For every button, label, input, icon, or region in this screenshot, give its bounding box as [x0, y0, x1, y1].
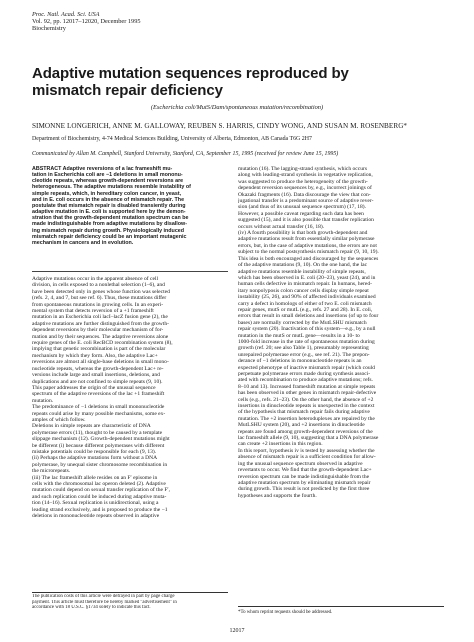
body-text-line: dependent reversion sequences by, e.g., incorrect joinings of: [238, 185, 372, 192]
title-line: Adaptive mutation sequences reproduced by: [32, 65, 349, 82]
body-text-line: MutLSHU system (20), and +2 insertions in dinucleotide: [238, 422, 365, 429]
abstract-line: tation in Escherichia coli are −1 deletions in small mononu-: [32, 172, 183, 179]
body-text-line: ing the unusual sequence spectrum observed in adaptive: [238, 460, 363, 467]
abstract-line: ing mismatch repair during growth. Physiologically induced: [32, 227, 185, 234]
body-text-line: has been observed in other genes in mismatch repair-defective: [238, 390, 377, 397]
body-text-line: mutation in the mutS or mutL gene—results in a 10- to: [238, 332, 360, 339]
right-column-body: [238, 166, 444, 499]
body-text-line: which has been observed in E. coli (20–23), yeast (24), and in: [238, 274, 376, 281]
page-number: 12017: [229, 628, 245, 634]
body-text-line: of the adaptive mutations (9, 10). On the one hand, the lac: [238, 262, 368, 269]
body-text-line: can create +2 insertions in this region.: [238, 441, 323, 448]
body-text-line: instability (25, 26), and 90% of affected individuals examined: [238, 294, 376, 301]
body-text-line: be different (i) because different polymerases with different: [32, 442, 165, 449]
body-text-line: slippage mechanism (12). Growth-dependent mutations might: [32, 436, 170, 443]
body-text-line: polymerase errors (11), thought to be caused by a template: [32, 429, 163, 436]
body-text-line: adaptive mutation spectrum by eliminating mismatch repair: [238, 479, 371, 486]
body-text-line: bases) are normally corrected by the MutLSHU mismatch: [238, 319, 367, 326]
body-text-line: expected phenotype of inactive mismatch repair (which could: [238, 364, 375, 371]
body-text-line: errors, but, in the case of adaptive mutations, the errors are not: [238, 242, 377, 249]
abstract-line: heterogeneous. The adaptive mutations resemble instability of: [32, 184, 191, 191]
body-text-line: sion (and thus of its unusual sequence spectrum) (17, 18).: [238, 204, 367, 211]
body-text-line: This paper addresses the origin of the unusual sequence: [32, 384, 156, 391]
abstract-line: ABSTRACT Adaptive reversions of a lac frameshift mu-: [32, 166, 173, 172]
body-text-line: hypotheses and supports the fourth.: [238, 492, 317, 499]
body-text-line: However, a possible caveat regarding such data has been: [238, 210, 364, 217]
body-text-line: ated with recombination to produce adaptive mutations; refs.: [238, 377, 373, 384]
body-text-line: human cells defective in mismatch repair. In humans, hered-: [238, 281, 373, 288]
correspondence-note: *To whom reprint requests should be addressed.: [238, 610, 333, 615]
body-text-line: suggested (15), and it is also possible that transfer replication: [238, 217, 374, 224]
body-text-line: mistake potentials could be responsible for each (9, 13).: [32, 448, 157, 455]
body-text-line: deletions in mononucleotide repeats observed in adaptive: [32, 513, 160, 520]
body-text-line: cells (e.g., refs. 21–23). On the other hand, the absence of +2: [238, 396, 374, 403]
footnote-line: accordance with 18 U.S.C. §1734 solely to indicate this fact.: [32, 605, 151, 611]
body-text-line: This idea is both encouraged and discouraged by the sequences: [238, 255, 379, 262]
communicated-line: Communicated by Allan M. Campbell, Stanford University, Stanford, CA, September 15, 1995 (received for review June 15, 1995): [32, 151, 339, 157]
body-text-line: perpetuate polymerase errors made during synthesis associ-: [238, 371, 371, 377]
abstract-line: cleotide repeats, whereas growth-dependent reversions are: [32, 178, 184, 185]
author-list: SIMONNE LONGERICH, ANNE M. GALLOWAY, REUBEN S. HARRIS, CINDY WONG, AND SUSAN M. ROSENBERG*: [32, 122, 408, 130]
abstract-line: mismatch repair deficiency could be an important mutagenic: [32, 233, 187, 240]
body-text-line: dependent reversions by their molecular mechanism of for-: [32, 327, 164, 334]
journal-header: [32, 11, 141, 33]
body-text-line: reversions are almost all single-base deletions in small mono-: [32, 359, 169, 366]
abstract-line: postulate that mismatch repair is disabled transiently during: [32, 202, 186, 209]
body-text-line: 8–10 and 13). Increased frameshift mutation at simple repeats: [238, 383, 376, 390]
body-text-line: repeats are found among growth-dependent reversions of the: [238, 428, 373, 435]
body-text-line: Adaptive mutations occur in the apparent absence of cell: [32, 276, 158, 282]
body-text-line: mutation in an Escherichia coli lacI–lacZ fusion gene (2), the: [32, 314, 168, 321]
body-text-line: (ii) Perhaps the adaptive mutations form without a DNA: [32, 455, 158, 462]
body-text-line: polymerase, by unequal sister chromosome recombination in: [32, 461, 168, 468]
body-text-line: from spontaneous mutations in growing cells. In an experi-: [32, 301, 164, 308]
body-text-line: subject to the normal postsynthesis mismatch repair (9, 10, 19).: [238, 249, 379, 256]
body-text-line: repair system (20). Inactivation of this system—e.g., by a null: [238, 326, 376, 333]
body-text-line: adaptive mutations result from essentially similar polymerase: [238, 236, 375, 243]
footnote-divider: [32, 592, 228, 593]
body-text-line: repeats could arise by many possible mechanisms, some ex-: [32, 410, 166, 417]
section-label: Biochemistry: [32, 25, 66, 33]
body-text-line: The predominance of −1 deletions in small mononucleotide: [32, 404, 165, 411]
body-text-line: 1000-fold increase in the rate of spontaneous mutation during: [238, 338, 375, 345]
body-text-line: mental system that detects reversion of a +1 frameshift: [32, 308, 154, 315]
body-text-line: Deletions in simple repeats are characteristic of DNA: [32, 423, 151, 430]
body-text-line: absence of mismatch repair is a sufficient condition for allow-: [238, 454, 376, 461]
keywords: (Escherichia coli/MutS/Dam/spontaneous mutation/recombination): [150, 104, 324, 111]
body-text-line: leading strand exclusively, and is proposed to produce the −1: [32, 506, 168, 513]
body-text-line: jugational transfer is a predominant source of adaptive rever-: [238, 198, 374, 205]
body-text-line: amples of which follow.: [32, 416, 86, 423]
body-text-line: In this report, hypothesis iv is tested by assessing whether the: [238, 447, 375, 454]
abstract-divider: [32, 271, 228, 272]
volume-info: Vol. 92, pp. 12017–12020, December 1995: [32, 18, 141, 26]
body-text-line: tion (14–16). Sexual replication is unidirectional, using a: [32, 500, 159, 507]
body-text-line: nucleotide repeats, whereas the growth-dependent Lac+ re-: [32, 365, 164, 372]
body-text-line: was suggested to produce the heterogeneity of the growth-: [238, 178, 368, 185]
body-text-line: during growth. This result is not predicted by the first three: [238, 486, 370, 493]
publication-footnote: [32, 594, 228, 611]
abstract-line: mechanism in cancers and in evolution.: [32, 239, 134, 246]
correspondence-divider: [238, 606, 444, 607]
body-text-line: division, in cells exposed to a nonlethal selection (1–6), and: [32, 282, 165, 289]
body-text-line: mutation (16). The lagging-strand synthesis, which occurs: [238, 166, 367, 172]
abstract-line: stration that the growth-dependent mutation spectrum can be: [32, 215, 189, 222]
body-text-line: of the hypothesis that mismatch repair fails during adaptive: [238, 409, 370, 416]
footnote-line: The publication costs of this article were defrayed in part by page charge: [32, 594, 175, 599]
body-text-line: adaptive mutations are further distinguished from the growth-: [32, 320, 169, 327]
body-text-line: revertants to occur. We find that the growth-dependent Lac+: [238, 467, 372, 474]
body-text-line: mutation. The +2 insertion heteroduplexes are repaired by the: [238, 415, 375, 422]
body-text-line: have been detected only in genes whose function was selected: [32, 288, 170, 295]
body-text-line: mation and by their sequences. The adaptive reversions alone: [32, 333, 169, 340]
body-text-line: cells with the chromosomal lac operon deleted (2). Adaptive: [32, 481, 166, 487]
body-text-line: carry a defect in homologs of either of two E. coli mismatch: [238, 300, 372, 307]
abstract-line: made indistinguishable from adaptive mutations by disallow-: [32, 221, 187, 228]
body-text-line: (refs. 2, 4, and 7, but see ref. 6). Thus, these mutations differ: [32, 295, 167, 302]
left-column-body: [32, 276, 228, 519]
body-text-line: insertions in dinucleotide repeats is unexpected in the context: [238, 403, 375, 410]
affiliation: Department of Biochemistry, 4-74 Medical Sciences Building, University of Alberta, Edmonton, AB Canada T6G 2H7: [32, 136, 312, 142]
body-text-line: mutation could depend on sexual transfer replication of the F′,: [32, 487, 170, 494]
body-text-line: Okazaki fragments (16). Data discourage the view that con-: [238, 191, 371, 198]
body-text-line: the microrepeats.: [32, 468, 71, 475]
body-text-line: reversion spectrum can be made indistinguishable from the: [238, 473, 370, 480]
body-text-line: duplications and are not confined to simple repeats (9, 10).: [32, 378, 163, 385]
body-text-line: repair genes, mutS or mutL (e.g., refs. 27 and 28). In E. coli,: [238, 306, 373, 313]
title-line: mismatch repair deficiency: [32, 81, 223, 99]
body-text-line: require genes of the E. coli RecBCD recombination system (8),: [32, 340, 173, 347]
body-text-line: itary nonpolyposis colon cancer cells display simple repeat: [238, 287, 369, 294]
abstract-line: simple repeats, which, in hereditary colon cancer, in yeast,: [32, 190, 182, 197]
body-text-line: implying that genetic recombination is part of the molecular: [32, 346, 166, 353]
abstract-line: adaptive mutation in E. coli is supported here by the demon-: [32, 209, 186, 216]
footnote-line: payment. This article must therefore be hereby marked "advertisement" in: [32, 599, 177, 605]
body-text-line: along with leading-strand synthesis in vegetative replication,: [238, 172, 373, 179]
body-text-line: errors that result in small deletions and insertions (of up to four: [238, 313, 379, 320]
body-text-line: (iii) The lac frameshift allele resides on an F′ episome in: [32, 474, 158, 481]
article-title: [32, 66, 452, 99]
body-text-line: (iv) A fourth possibility is that both growth-dependent and: [238, 230, 368, 237]
abstract-line: and in E. coli occurs in the absence of mismatch repair. The: [32, 196, 185, 203]
body-text-line: growth (ref. 20; see also Table 1), presumably representing: [238, 345, 369, 352]
body-text-line: mutation.: [32, 397, 54, 404]
body-text-line: versions include large and small insertions, deletions, and: [32, 372, 160, 379]
body-text-line: derance of −1 deletions in mononucleotide repeats is an: [238, 358, 362, 365]
body-text-line: occurs without actual transfer (16, 18).: [238, 223, 325, 230]
body-text-line: and such replication could be induced during adaptive muta-: [32, 493, 167, 500]
body-text-line: unrepaired polymerase error (e.g., see ref. 21). The prepon-: [238, 351, 370, 358]
body-text-line: lac frameshift allele (9, 10), suggesting that a DNA polymerase: [238, 435, 379, 442]
body-text-line: mechanism by which they form. Also, the adaptive Lac+: [32, 352, 158, 359]
body-text-line: adaptive mutations resemble instability of simple repeats,: [238, 268, 366, 275]
abstract: [32, 166, 228, 246]
body-text-line: spectrum of the adaptive reversions of the lac +1 frameshift: [32, 391, 165, 398]
journal-name: Proc. Natl. Acad. Sci. USA: [32, 11, 100, 18]
